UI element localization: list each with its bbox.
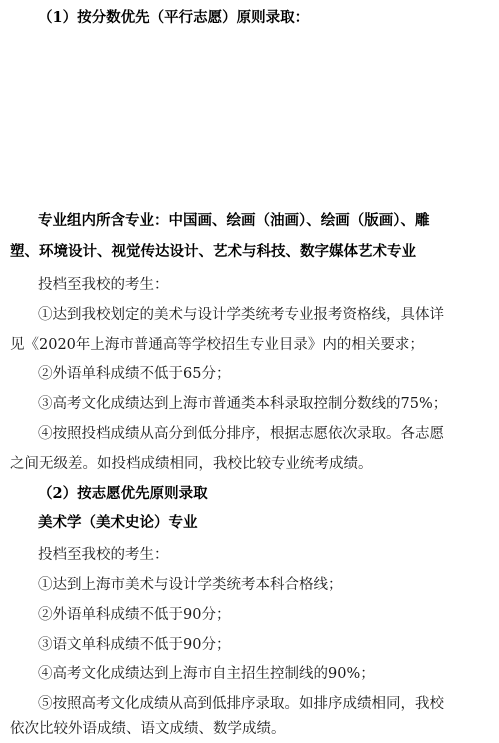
section2-item-2: ②外语单科成绩不低于90分； <box>38 607 231 623</box>
section1-item-2: ②外语单科成绩不低于65分； <box>38 366 231 382</box>
section1-heading: （1）按分数优先（平行志愿）原则录取： <box>38 9 310 26</box>
section2-item-3: ③语文单科成绩不低于90分； <box>38 637 231 653</box>
section1-major-group-line1: 专业组内所含专业：中国画、绘画（油画）、绘画（版画）、雕 <box>38 212 430 229</box>
section2-item-5-line1: ⑤按照高考文化成绩从高到低排序录取。如排序成绩相同，我校 <box>38 696 444 712</box>
section2-heading: （2）按志愿优先原则录取 <box>38 485 208 502</box>
section1-intro: 投档至我校的考生： <box>38 277 169 293</box>
section2-major: 美术学（美术史论）专业 <box>38 514 198 531</box>
section1-major-group-line2: 塑、环境设计、视觉传达设计、艺术与科技、数字媒体艺术专业 <box>10 243 416 260</box>
section1-item-3: ③高考文化成绩达到上海市普通类本科录取控制分数线的75%； <box>38 396 448 412</box>
section1-item-4-line2: 之间无级差。如投档成绩相同，我校比较专业统考成绩。 <box>10 456 373 472</box>
section1-item-1-line1: ①达到我校划定的美术与设计学类统考专业报考资格线，具体详 <box>38 307 444 323</box>
section2-item-1: ①达到上海市美术与设计学类统考本科合格线； <box>38 577 343 593</box>
section2-intro: 投档至我校的考生： <box>38 547 169 563</box>
section1-item-4-line1: ④按照投档成绩从高分到低分排序，根据志愿依次录取。各志愿 <box>38 426 444 442</box>
section2-item-5-line2: 依次比较外语成绩、语文成绩、数学成绩。 <box>10 721 286 737</box>
section1-item-1-line2: 见《2020年上海市普通高等学校招生专业目录》内的相关要求； <box>10 337 424 353</box>
section2-item-4: ④高考文化成绩达到上海市自主招生控制线的90%； <box>38 666 375 682</box>
